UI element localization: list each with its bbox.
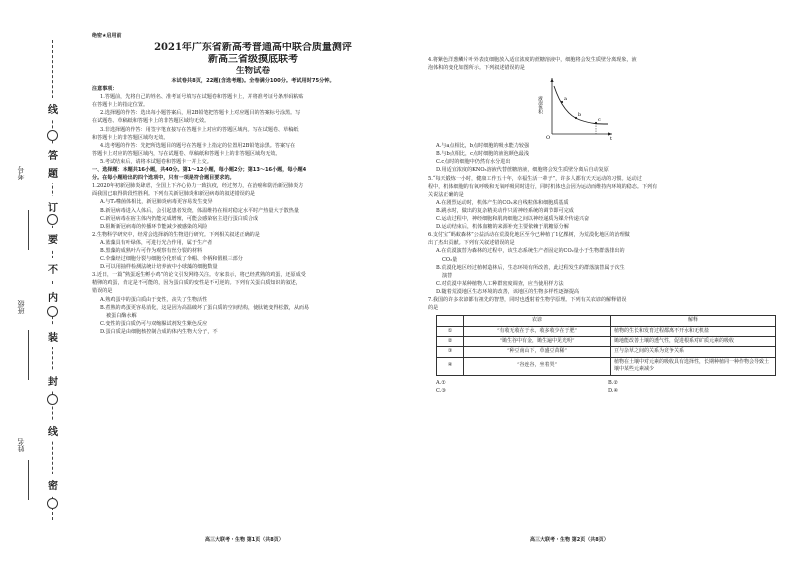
table-header <box>437 316 464 326</box>
secret-label: 绝密★启用前 <box>92 33 122 39</box>
q6-option-c[interactable]: C.对荒漠中某种植物人工种群密度调查，应当使用样方法 <box>436 280 564 287</box>
q4-option-d[interactable]: D.用适宜浓度的KNO₃溶液代替蔗糖溶液，细胞将会发生质壁分离后自动复原 <box>436 167 609 174</box>
exam-number-field[interactable] <box>28 210 29 250</box>
seal-word: 订 <box>46 196 60 217</box>
q3-option-b-cont: 被蛋白酶水解 <box>106 312 137 319</box>
q4-option-c[interactable]: C.c点时的细胞中仍然有水分进出 <box>436 159 511 166</box>
q6-stem: 6.支付宝“蚂蚁森林”公益活动在荒漠化地区至今已种植了1亿棵树，为荒漠化地区的治理做 <box>428 232 630 239</box>
table-cell: 锄地能改善土壤的透气性，促进根系对矿质元素的吸收 <box>611 336 776 346</box>
point-c-label: c <box>598 117 601 124</box>
notice-line: 2.选择题的作答：选出每小题答案后，用2B铅笔把答题卡上对应题目的答案标号涂黑。写 <box>100 110 301 117</box>
q7-option-d[interactable]: D.④ <box>608 387 619 394</box>
q2-option-d[interactable]: D.可以用抽样检测法统计培养液中小球藻的细胞数量 <box>100 264 218 271</box>
class-field[interactable] <box>28 330 29 380</box>
page-1-column <box>92 28 414 336</box>
curve-point-b <box>575 117 577 119</box>
table-row <box>437 357 776 375</box>
q1-option-d[interactable]: D.阻断新冠病毒的传播环节能减少被感染的风险 <box>100 223 208 230</box>
section-heading: 分。在每小题给出的四个选项中，只有一项是符合题目要求的。 <box>92 175 235 182</box>
q5-option-b[interactable]: B.跳水时，做出的复杂精美动作只需神经系统的调节即可完成 <box>436 207 574 214</box>
seal-word: 题 <box>46 162 60 183</box>
table-header: 解释 <box>611 316 776 326</box>
seal-circle <box>47 214 58 225</box>
table-row <box>437 336 776 346</box>
seal-word: 要 <box>46 228 60 249</box>
page-footer-left: 高三大联考・生物 第1页（共8页） <box>205 537 284 543</box>
notice-line: 答题卡上对应的答题区域内，写在试题卷、草稿纸和答题卡上的非答题区域均无效。 <box>92 150 281 157</box>
exam-info: 本试卷共8页，22题(含选考题)。全卷满分100分。考试用时75分钟。 <box>171 78 335 85</box>
point-a-label: a <box>564 96 567 103</box>
page-footer-right: 高三大联考・生物 第2页（共8页） <box>530 537 609 543</box>
seal-word: 装 <box>46 326 60 347</box>
q2-option-c[interactable]: C.伞藻经过细胞分裂与细胞分化形成了伞帽、伞柄和假根三部分 <box>100 256 243 263</box>
q3-stem: 错误的是 <box>92 288 113 295</box>
q5-stem: 关说法正确的是 <box>428 191 464 198</box>
q2-option-a[interactable]: A.蓝藻具有叶绿体，可进行光合作用，属于生产者 <box>100 239 213 246</box>
q2-option-b[interactable]: B.黑藻的成熟叶片可作为观察有丝分裂的材料 <box>100 247 203 254</box>
page-2-column <box>428 56 780 395</box>
q5-option-d[interactable]: D.运动结束后，机体血糖的来源补充主要依赖于肌糖原分解 <box>436 224 569 231</box>
q7-options-row <box>428 379 780 387</box>
q3-stem: 精卵的鸡蛋，肯定是不可能的，因为蛋白质的变性是不可逆的。下列有关蛋白质知识的叙述， <box>92 280 301 287</box>
q6-stem: 出了杰出贡献。下列有关叙述错误的是 <box>428 240 515 247</box>
q7-options-row <box>428 387 780 395</box>
table-cell: ④ <box>437 357 464 375</box>
curve-point-a <box>561 101 563 103</box>
table-cell: ③ <box>437 347 464 357</box>
table-cell: “有收无收在于水，收多收少在于肥” <box>464 326 611 336</box>
seal-word: 答 <box>46 144 60 165</box>
q4-stem: 4.将紫色洋葱鳞片叶外表皮细胞放入适宜浓度的蔗糖溶液中，细胞将会发生质壁分离现象，液 <box>428 57 637 63</box>
table-header-row <box>437 316 776 326</box>
q1-stem: 1.2020年初新冠肺炎肆虐，全国上下齐心协力一致抗疫，经过努力，在治癌和防治新冠肺炎方 <box>92 183 304 190</box>
q7-stem: 7.我国的许多农谚都有祖先的智慧，同时也透射着生物学原理。下列有关农谚的解释错误 <box>428 296 627 303</box>
q4-option-b[interactable]: B.与b点相比，c点时细胞的液泡颜色最浅 <box>436 151 529 158</box>
seal-word: 封 <box>46 370 60 391</box>
table-cell: 植物的生长和发育过程都离不开水和无机盐 <box>611 326 776 336</box>
binding-margin <box>0 0 92 561</box>
q7-option-c[interactable]: C.③ <box>436 387 446 394</box>
seal-word: 密 <box>46 474 60 495</box>
exam-title: 2021年广东省新高考普通高中联合质量测评 <box>154 42 352 54</box>
q4-graph <box>428 74 780 140</box>
q1-stem: 面我国已取得阶段性胜利。下列有关新冠肺炎和新冠病毒的叙述错误的是 <box>92 191 256 198</box>
q1-option-b[interactable]: B.新冠病毒进入人体后，会引起患者发烧，体温维持在相对稳定水平时产热量大于散热量 <box>100 207 299 214</box>
q3-option-a[interactable]: A.熟鸡蛋中的蛋白质由于变性，丧失了生物活性 <box>100 296 208 303</box>
class-label: 班级 <box>17 300 25 314</box>
seal-word: 线 <box>46 98 60 119</box>
point-b-label: b <box>578 112 582 119</box>
notice-line: 5.考试结束后，请将本试题卷和答题卡一并上交。 <box>100 158 212 165</box>
seal-word: 不 <box>46 258 60 279</box>
table-cell: “谷连谷，坐着哭” <box>464 357 611 375</box>
seal-word: 线 <box>46 420 60 441</box>
q7-table <box>436 315 776 375</box>
q5-stem: 5.“每天锻炼一小时，健康工作五十年，幸福生活一辈子”，许多人都有天天运动的习惯。运动过 <box>428 175 642 182</box>
seal-circle <box>47 306 58 317</box>
y-axis-arrow <box>550 78 553 82</box>
notice-line: 在答题卡上的指定位置。 <box>92 102 149 109</box>
exam-number-label: 考号 <box>17 166 25 180</box>
x-axis-label: t <box>610 136 613 141</box>
q6-option-a[interactable]: A.在荒漠演替为森林的过程中，该生态系统生产者固定的CO₂量小于生物群落排出的 <box>436 248 625 255</box>
q2-stem: 2.生物科学研究中，经常会选择新的生物进行研究。下列相关叙述正确的是 <box>92 231 260 238</box>
q6-option-b[interactable]: B.荒漠化地区经过植树造林后，生态环境有所改善，此过程发生的群落演替属于次生 <box>436 264 625 271</box>
q4-stem: 泡体积的变化如图所示。下列叙述错误的是 <box>428 65 525 72</box>
vacuole-volume-graph <box>538 74 618 140</box>
q5-option-c[interactable]: C.运动过程中，神经细胞和肌肉细胞之间以神经递质为媒介传递兴奋 <box>436 216 590 223</box>
q6-option-a-cont: CO₂量 <box>442 256 458 263</box>
table-row <box>437 326 776 336</box>
table-cell: “种豆南山下，草盛豆苗稀” <box>464 347 611 357</box>
table-cell: 豆与杂草之间的关系为竞争关系 <box>611 347 776 357</box>
q6-option-d[interactable]: D.随着荒漠地区生态环境的改善，该地区的生物多样性逐渐提高 <box>436 288 580 295</box>
name-label: 姓名 <box>17 438 25 452</box>
q7-stem: 的是 <box>428 305 439 312</box>
q1-option-c[interactable]: C.新冠病毒在宿主体内仍能完成增殖，可能会感染宿主进行蛋白质合成 <box>100 215 259 222</box>
name-field[interactable] <box>28 460 29 500</box>
y-axis-label: 液泡体积 <box>538 96 543 115</box>
origin-label: O <box>546 135 551 141</box>
seal-word: 内 <box>46 286 60 307</box>
notice-line: 1.答题前，先将自己的姓名、准考证号填写在试题卷和答题卡上，并将准考证号条形码粘贴 <box>100 94 304 101</box>
notice-line: 4.选考题的作答：先把所选题目的题号在答题卡上指定的位置用2B铅笔涂黑。答案写在 <box>100 142 296 149</box>
notice-heading: 注意事项： <box>92 86 118 93</box>
q7-option-b[interactable]: B.② <box>608 379 618 386</box>
q5-stem: 程中，机体细胞的有氧呼吸和无氧呼吸同时进行，同时机体也会因为运动而维持内环境的稳态。下列有 <box>428 183 658 190</box>
q3-option-c[interactable]: C.变性的蛋白质仍可与双缩脲试剂发生紫色反应 <box>100 320 208 327</box>
table-cell: 植物在土壤中对元素的吸收具有选择性，长期种植同一种作物会导致土壤中某些元素减少 <box>611 357 776 375</box>
q6-option-b-cont: 演替 <box>442 272 453 279</box>
seal-circle <box>47 498 58 509</box>
seal-circle <box>47 394 58 405</box>
subject-title: 生物试卷 <box>235 66 270 77</box>
section-heading: 一、选择题：本题共16小题，共40分。第1～12小题，每小题2分；第13～16小题，每小题4 <box>92 167 307 174</box>
table-cell: “锄生谷中有金，锄生遍中见光明” <box>464 336 611 346</box>
q1-option-a[interactable]: A.与T₂噬菌体相比，新冠肺炎病毒更容易发生变异 <box>100 199 213 206</box>
table-cell: ② <box>437 336 464 346</box>
q3-option-b[interactable]: B.煮熟的鸡蛋更容易消化，这是因为高温破坏了蛋白质的空间结构，使肽链变得松散，从而易 <box>100 304 310 311</box>
q5-option-a[interactable]: A.在剧烈运动时，机体产生的CO₂来自线粒体和细胞质基质 <box>436 199 569 206</box>
table-header: 农谚 <box>464 316 611 326</box>
table-cell: ① <box>437 326 464 336</box>
notice-line: 3.非选择题的作答：用签字笔直接写在答题卡上对应的答题区域内。写在试题卷、草稿纸 <box>100 126 299 133</box>
seal-circle <box>47 130 58 141</box>
q3-option-d[interactable]: D.蛋白质是由细胞核控制合成的体内生物大分子，不 <box>100 328 218 335</box>
exam-subtitle: 新高三省级摸底联考 <box>208 54 298 66</box>
q3-stem: 3.近日，一篇“熟蛋返生孵小鸡”的论文引发网络关注。专家表示，将已经煮熟的鸡蛋，还原成受 <box>92 272 306 279</box>
table-row <box>437 347 776 357</box>
q4-option-a[interactable]: A.与a点相比，b点时细胞的吸水能力较强 <box>436 143 530 150</box>
notice-line: 在试题卷、草稿纸和答题卡上的非答题区域均无效。 <box>92 118 210 125</box>
q7-option-a[interactable]: A.① <box>436 379 446 386</box>
notice-line: 和答题卡上的非答题区域均无效。 <box>92 134 169 141</box>
